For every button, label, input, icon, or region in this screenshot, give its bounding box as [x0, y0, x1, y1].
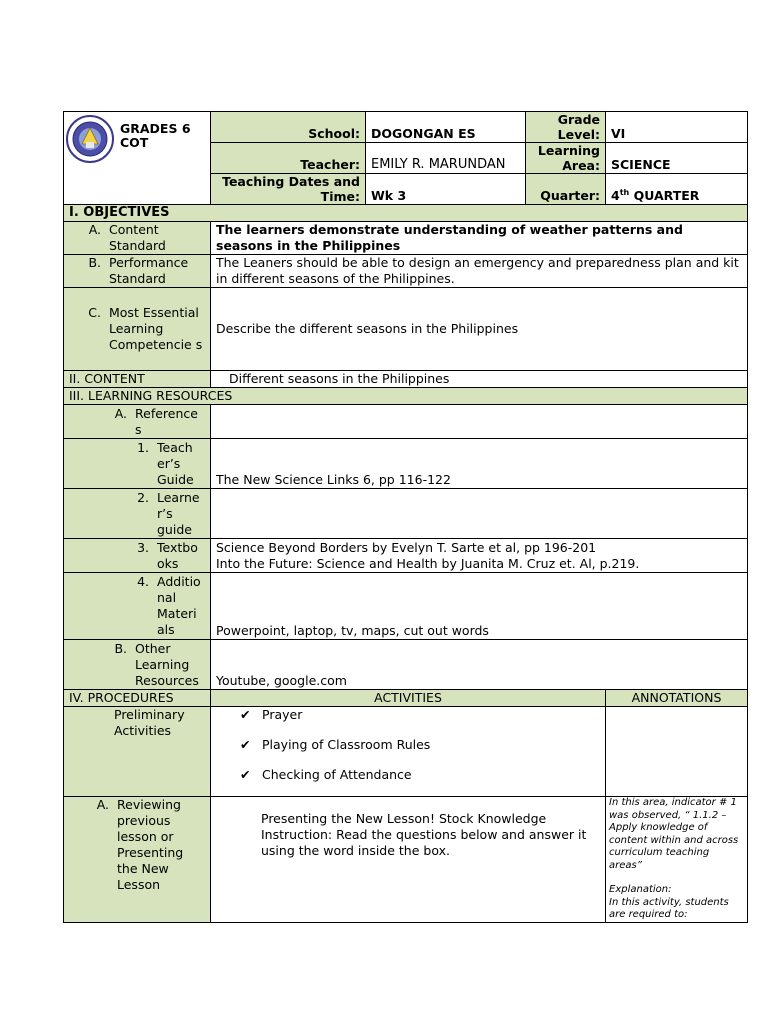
other-resources-label: B. Other Learning Resources [64, 640, 211, 690]
performance-standard-value: The Leaners should be able to design an emergency and preparedness plan and kit in different seasons of the Philippines. [211, 255, 748, 288]
check-icon: ✔ [240, 737, 251, 752]
learners-guide-value [211, 489, 748, 539]
references-label: A. Reference s [64, 405, 211, 439]
quarter-label: Quarter: [526, 174, 606, 205]
activities-header: ACTIVITIES [211, 690, 606, 707]
teaching-dates-value: Wk 3 [366, 174, 526, 205]
teaching-dates-label: Teaching Dates and Time: [211, 174, 366, 205]
procedures-heading: IV. PROCEDURES [64, 690, 211, 707]
content-value: Different seasons in the Philippines [211, 371, 748, 388]
performance-standard-label: B. Performance Standard [64, 255, 211, 288]
textbooks-label: 3. Textbo oks [64, 539, 211, 573]
textbooks-value: Science Beyond Borders by Evelyn T. Sarte et al, pp 196-201 Into the Future: Science and Health by Juanita M. Cruz et. Al, p.219. [211, 539, 748, 573]
teachers-guide-label: 1. Teach er’s Guide [64, 439, 211, 489]
lesson-plan-table [63, 111, 748, 923]
school-label: School: [211, 112, 366, 143]
learning-resources-heading: III. LEARNING RESOURCES [64, 388, 748, 405]
content-standard-value: The learners demonstrate understanding of weather patterns and seasons in the Philippines [211, 222, 748, 255]
preliminary-activities-value [211, 707, 606, 797]
reviewing-annotations: In this area, indicator # 1 was observed, “ 1.1.2 – Apply knowledge of content within and across curriculum teaching areas” Explanation: In this activity, students are required to: [606, 797, 748, 923]
competencies-label: C. Most Essential Learning Competencie s [64, 288, 211, 371]
grades-title: GRADES 6 COT [119, 121, 191, 150]
check-icon: ✔ [240, 767, 251, 782]
content-label: II. CONTENT [64, 371, 211, 388]
quarter-value: 4th QUARTER [606, 174, 748, 205]
list-item: ✔ Checking of Attendance [240, 767, 412, 782]
learning-area-value: SCIENCE [606, 143, 748, 174]
preliminary-activities-label: Preliminary Activities [64, 707, 211, 797]
preliminary-activities-list [216, 707, 600, 783]
additional-materials-value: Powerpoint, laptop, tv, maps, cut out words [211, 573, 748, 640]
annotations-header: ANNOTATIONS [606, 690, 748, 707]
teachers-guide-value: The New Science Links 6, pp 116-122 [211, 439, 748, 489]
grade-level-value: VI [606, 112, 748, 143]
grade-level-label: Grade Level: [526, 112, 606, 143]
competencies-value: Describe the different seasons in the Philippines [211, 288, 748, 371]
other-resources-value: Youtube, google.com [211, 640, 748, 690]
learning-area-label: Learning Area: [526, 143, 606, 174]
content-standard-label: A. Content Standard [64, 222, 211, 255]
learners-guide-label: 2. Learne r’s guide [64, 489, 211, 539]
grades-header-cell [64, 112, 211, 205]
check-icon: ✔ [240, 707, 251, 722]
reviewing-lesson-value: Presenting the New Lesson! Stock Knowledge Instruction: Read the questions below and answer it using the word inside the box. [211, 797, 606, 923]
teacher-label: Teacher: [211, 143, 366, 174]
reviewing-lesson-label: A. Reviewing previous lesson or Presenting the New Lesson [64, 797, 211, 923]
additional-materials-label: 4. Additio nal Materi als [64, 573, 211, 640]
lesson-plan [63, 111, 747, 923]
references-value [211, 405, 748, 439]
objectives-heading: I. OBJECTIVES [64, 205, 748, 222]
list-item: ✔ Prayer [240, 707, 303, 722]
deped-seal-icon [66, 114, 114, 168]
school-value: DOGONGAN ES [366, 112, 526, 143]
list-item: ✔ Playing of Classroom Rules [240, 737, 431, 752]
teacher-value: EMILY R. MARUNDAN [366, 143, 526, 174]
preliminary-annotations [606, 707, 748, 797]
